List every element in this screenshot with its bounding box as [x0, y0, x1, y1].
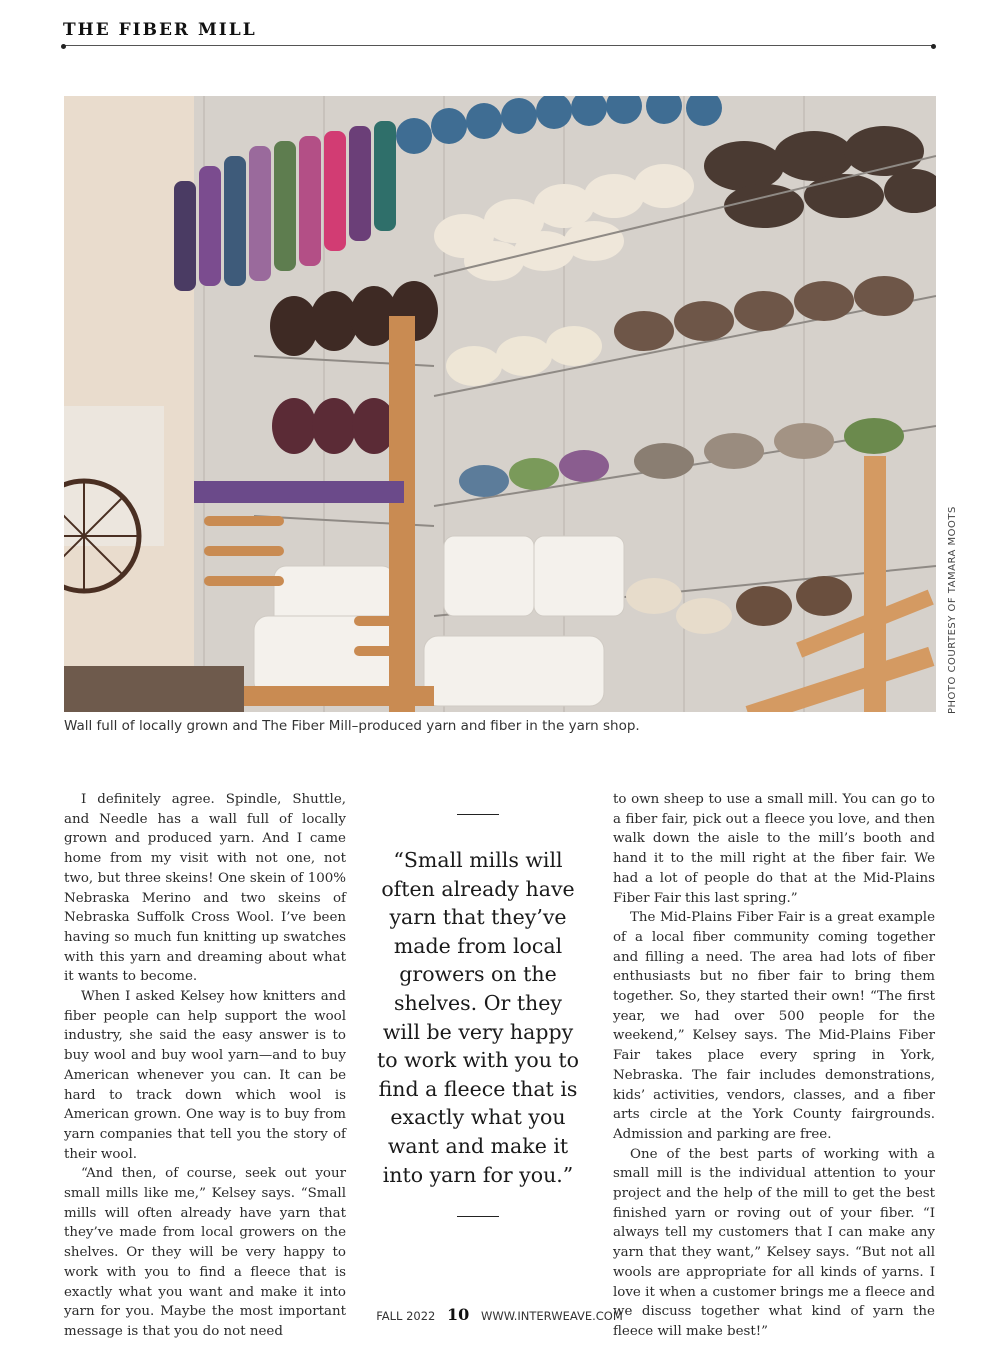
footer-issue: FALL 2022 — [376, 1309, 436, 1323]
rule-right-dot — [931, 44, 936, 49]
article-column-left — [64, 790, 346, 1342]
paragraph: When I asked Kelsey how knitters and fiber people can help support the wool industry, she said the easy answer is to buy wool and buy wool yarn—and to buy American whenever you can. It can be hard to track down which wool is American grown. One way is to buy from yarn companies that tell you the story of their wool. — [64, 989, 346, 1162]
footer-website[interactable]: WWW.INTERWEAVE.COM — [480, 1309, 623, 1323]
yarn-shop-photo — [64, 96, 936, 712]
photo-credit: PHOTO COURTESY OF TAMARA MOOTS — [947, 506, 958, 714]
photo-caption: Wall full of locally grown and The Fiber Mill–produced yarn and fiber in the yarn shop. — [64, 718, 640, 734]
pull-quote-text: “Small mills will often already have yarn that they’ve made from local growers on the shelves. Or they will be very happy to work with you to find a fleece that is exactly what you want and make it into yarn for you.” — [377, 848, 580, 1187]
paragraph: The Mid-Plains Fiber Fair is a great example of a local fiber community coming together and filling a need. The area had lots of fiber enthusiasts but no fiber fair to bring them together. So, they started their own! “The first year, we had over 500 people for the weekend,” Kelsey says. The Mid-Plains Fiber Fair takes place every spring in York, Nebraska. The fair includes demonstrations, kids’ activities, vendors, classes, and a fiber arts circle at the York County fairgrounds. Admission and parking are free. — [613, 910, 935, 1142]
paragraph: “And then, of course, seek out your small mills like me,” Kelsey says. “Small mills will often already have yarn that they’ve made from local growers on the shelves. Or they will be very happy to work with you to find a fleece that is exactly what you want and make it into yarn for you. Maybe the most important message is that you do not need — [64, 1166, 346, 1339]
yarn-shop-illustration — [64, 96, 936, 712]
pull-quote-top-rule — [457, 814, 499, 815]
paragraph: to own sheep to use a small mill. You can go to a fiber fair, pick out a fleece you love, and then walk down the aisle to the mill’s booth and hand it to the mill right at the fiber fair. We had a lot of people do that at the Mid-Plains Fiber Fair this last spring.” — [613, 792, 935, 906]
page-footer — [0, 1305, 999, 1324]
pull-quote — [377, 803, 579, 1228]
section-title: THE FIBER MILL — [63, 20, 257, 40]
pull-quote-bottom-rule — [457, 1216, 499, 1217]
header-rule — [63, 45, 933, 46]
rule-left-dot — [61, 44, 66, 49]
paragraph: One of the best parts of working with a small mill is the individual attention to your project and the help of the mill to get the best finished yarn or roving out of your fiber. “I always tell my customers that I can make any yarn that they want,” Kelsey says. “But not all wools are appropriate for all kinds of yarns. I love it when a customer brings me a fleece and we discuss together what kind of yarn the fleece will make best!” — [613, 1146, 935, 1339]
article-column-right — [613, 790, 935, 1342]
paragraph: I definitely agree. Spindle, Shuttle, and Needle has a wall full of locally grown and produced yarn. And I came home from my visit with not one, not two, but three skeins! One skein of 100% Nebraska Merino and two skeins of Nebraska Suffolk Cross Wool. I’ve been having so much fun knitting up swatches with this yarn and dreaming about what it wants to become. — [64, 792, 346, 985]
footer-page-number: 10 — [447, 1305, 470, 1324]
